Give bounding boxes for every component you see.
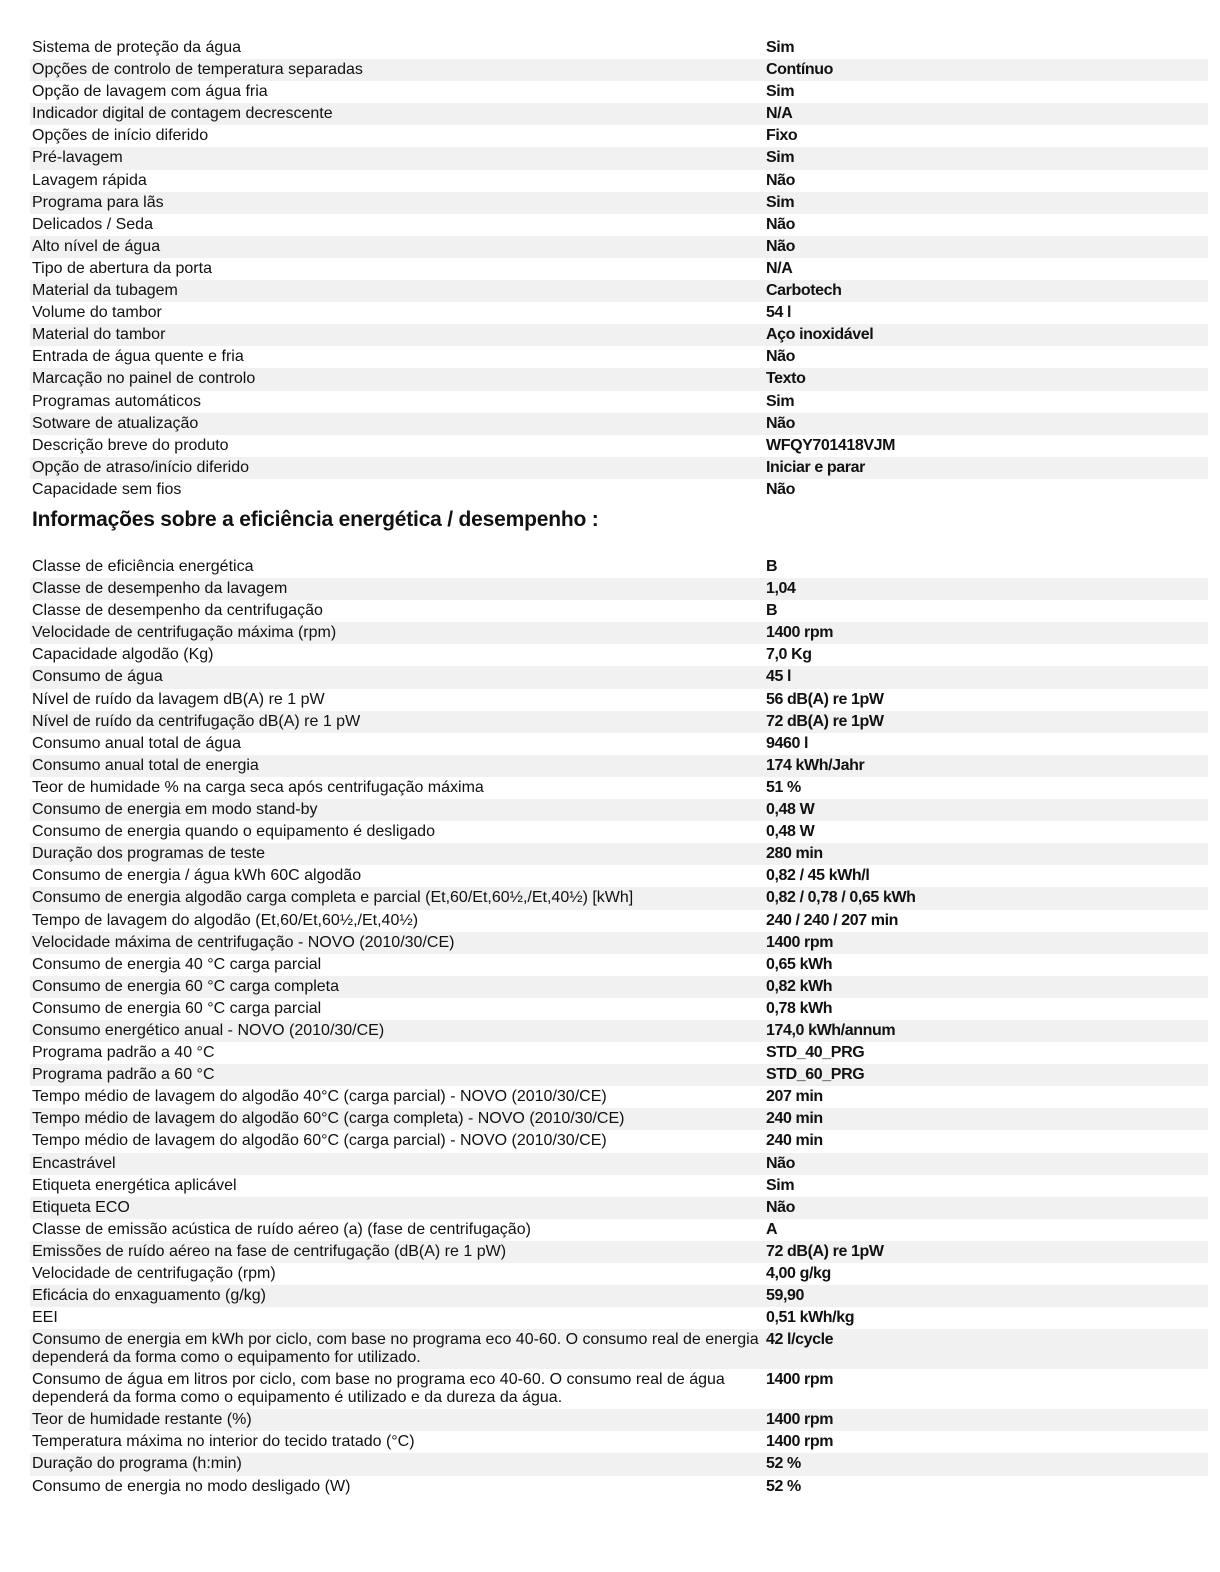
spec-value: Não (766, 1154, 796, 1172)
spec-value: 0,51 kWh/kg (766, 1309, 855, 1327)
spec-label: Velocidade de centrifugação (rpm) (32, 1265, 276, 1282)
spec-label: Consumo de energia quando o equipamento é desligado (32, 823, 435, 841)
spec-value: 1400 rpm (766, 933, 834, 951)
spec-value: WFQY701418VJM (766, 436, 896, 454)
spec-row (30, 457, 1208, 479)
spec-row (30, 1307, 1208, 1329)
spec-row (30, 755, 1208, 777)
spec-row (30, 103, 1208, 125)
spec-row (30, 1431, 1208, 1453)
spec-label: Velocidade máxima de centrifugação - NOVO (2010/30/CE) (32, 933, 455, 951)
spec-row (30, 821, 1208, 843)
spec-row (30, 733, 1208, 755)
spec-value: Iniciar e parar (766, 458, 865, 476)
spec-row (30, 1130, 1208, 1152)
spec-label: EEI (32, 1309, 58, 1327)
spec-label: Volume do tambor (32, 304, 162, 322)
spec-label: Material da tubagem (32, 282, 178, 300)
spec-row (30, 711, 1208, 733)
spec-label: Consumo de energia no modo desligado (W) (32, 1477, 351, 1495)
spec-row (30, 81, 1208, 103)
spec-label: Sistema de proteção da água (32, 39, 242, 56)
spec-row (30, 600, 1208, 622)
spec-row (30, 865, 1208, 887)
spec-row (30, 37, 1208, 59)
spec-label: Marcação no painel de controlo (32, 370, 256, 388)
spec-row (30, 324, 1208, 346)
spec-row (30, 368, 1208, 390)
spec-row (30, 1064, 1208, 1086)
spec-row (30, 954, 1208, 976)
spec-row (30, 777, 1208, 799)
spec-value: Sim (766, 149, 795, 167)
energy-specs-table (30, 556, 1208, 1498)
spec-label: Consumo de energia 40 °C carga parcial (32, 955, 322, 973)
energy-section-heading: Informações sobre a eficiência energética / desempenho : (32, 508, 599, 531)
spec-value: 0,82 / 45 kWh/l (766, 867, 870, 885)
spec-value: 59,90 (766, 1287, 805, 1305)
spec-label: Consumo anual total de energia (32, 756, 259, 774)
spec-row (30, 346, 1208, 368)
spec-row (30, 214, 1208, 236)
spec-row (30, 435, 1208, 457)
spec-value: 174,0 kWh/annum (766, 1021, 896, 1039)
spec-label: Programa padrão a 60 °C (32, 1066, 215, 1084)
spec-value: STD_60_PRG (766, 1066, 865, 1084)
spec-label: Programas automáticos (32, 392, 201, 410)
spec-label: Emissões de ruído aéreo na fase de centrifugação (dB(A) re 1 pW) (32, 1242, 507, 1260)
spec-row (30, 280, 1208, 302)
spec-row (30, 622, 1208, 644)
spec-label: Duração do programa (h:min) (32, 1455, 242, 1473)
spec-value: N/A (766, 259, 793, 277)
spec-label: Consumo de energia / água kWh 60C algodão (32, 867, 362, 885)
spec-value: N/A (766, 105, 793, 123)
spec-value: 0,82 kWh (766, 977, 833, 995)
spec-label: Alto nível de água (32, 237, 161, 255)
spec-row (30, 170, 1208, 192)
spec-label: Classe de eficiência energética (32, 558, 254, 575)
spec-label: Opções de controlo de temperatura separadas (32, 61, 363, 79)
spec-row (30, 666, 1208, 688)
spec-value: Sim (766, 83, 795, 101)
spec-label: Consumo anual total de água (32, 734, 242, 752)
spec-value: Sim (766, 193, 795, 211)
spec-row (30, 1453, 1208, 1475)
spec-label: Etiqueta energética aplicável (32, 1176, 237, 1194)
spec-value: A (766, 1220, 778, 1238)
spec-value: 1400 rpm (766, 624, 834, 642)
spec-label: Lavagem rápida (32, 171, 147, 189)
spec-label: Consumo de energia algodão carga completa e parcial (Et,60/Et,60½,/Et,40½) [kWh] (32, 889, 634, 907)
spec-label: Temperatura máxima no interior do tecido tratado (°C) (32, 1433, 415, 1451)
spec-value: Fixo (766, 127, 798, 145)
spec-value: 4,00 g/kg (766, 1265, 831, 1282)
spec-row (30, 1175, 1208, 1197)
spec-value: 72 dB(A) re 1pW (766, 1242, 884, 1260)
spec-label: Tempo médio de lavagem do algodão 40°C (carga parcial) - NOVO (2010/30/CE) (32, 1088, 607, 1106)
spec-value: 72 dB(A) re 1pW (766, 712, 884, 730)
spec-row (30, 1197, 1208, 1219)
spec-label: Tempo médio de lavagem do algodão 60°C (carga completa) - NOVO (2010/30/CE) (32, 1110, 625, 1128)
spec-row (30, 843, 1208, 865)
spec-row (30, 644, 1208, 666)
spec-label: Opção de atraso/início diferido (32, 458, 250, 476)
spec-value: 1400 rpm (766, 1371, 834, 1389)
general-specs-table (30, 37, 1208, 501)
spec-value: Não (766, 171, 796, 189)
spec-label: Consumo de energia em modo stand-by (32, 801, 318, 819)
spec-label: Opção de lavagem com água fria (32, 83, 268, 101)
spec-label: Capacidade algodão (Kg) (32, 646, 214, 664)
spec-row (30, 125, 1208, 147)
spec-row (30, 1329, 1208, 1369)
spec-value: 207 min (766, 1088, 823, 1106)
spec-label: Descrição breve do produto (32, 436, 229, 454)
spec-value: 42 l/cycle (766, 1331, 834, 1349)
spec-label: Teor de humidade restante (%) (32, 1411, 252, 1429)
spec-value: Não (766, 237, 796, 255)
spec-value: Sim (766, 392, 795, 410)
spec-row (30, 1042, 1208, 1064)
spec-row (30, 192, 1208, 214)
spec-label: Entrada de água quente e fria (32, 348, 244, 366)
spec-value: 1400 rpm (766, 1411, 834, 1429)
spec-value: 240 min (766, 1110, 823, 1128)
spec-value: 1,04 (766, 580, 796, 598)
spec-row (30, 147, 1208, 169)
spec-value: 174 kWh/Jahr (766, 756, 865, 774)
spec-label: Opções de início diferido (32, 127, 209, 145)
spec-value: Aço inoxidável (766, 326, 874, 344)
spec-value: 56 dB(A) re 1pW (766, 690, 884, 708)
spec-row (30, 1108, 1208, 1130)
spec-label: Tempo de lavagem do algodão (Et,60/Et,60½,/Et,40½) (32, 911, 419, 929)
spec-label: Eficácia do enxaguamento (g/kg) (32, 1287, 266, 1305)
spec-value: Não (766, 1198, 796, 1216)
spec-label: Nível de ruído da lavagem dB(A) re 1 pW (32, 690, 325, 708)
spec-value: 52 % (766, 1477, 801, 1495)
spec-row (30, 1409, 1208, 1431)
spec-value: B (766, 558, 778, 575)
spec-row (30, 391, 1208, 413)
spec-row (30, 887, 1208, 909)
spec-value: 280 min (766, 845, 823, 863)
spec-value: 0,48 W (766, 801, 815, 819)
spec-label: Consumo de água (32, 668, 163, 686)
spec-label: Pré-lavagem (32, 149, 123, 167)
spec-value: 45 l (766, 668, 792, 686)
spec-value: 1400 rpm (766, 1433, 834, 1451)
spec-value: Sim (766, 1176, 795, 1194)
spec-label: Consumo de energia em kWh por ciclo, com base no programa eco 40-60. O consumo real de energia dependerá da forma como o equipamento for utilizado. (32, 1331, 759, 1367)
spec-value: Contínuo (766, 61, 833, 79)
spec-label: Classe de desempenho da centrifugação (32, 602, 323, 620)
spec-value: 0,65 kWh (766, 955, 833, 973)
spec-value: 0,78 kWh (766, 999, 833, 1017)
spec-row (30, 1241, 1208, 1263)
spec-label: Consumo de água em litros por ciclo, com base no programa eco 40-60. O consumo real de água dependerá da forma como o equipamento é utilizado e da dureza da água. (32, 1371, 725, 1407)
spec-value: Texto (766, 370, 806, 388)
spec-row (30, 976, 1208, 998)
spec-value: 9460 l (766, 734, 809, 752)
spec-value: STD_40_PRG (766, 1044, 865, 1062)
spec-row (30, 1263, 1208, 1285)
spec-row (30, 59, 1208, 81)
spec-label: Consumo de energia 60 °C carga completa (32, 977, 340, 995)
spec-label: Encastrável (32, 1154, 116, 1172)
spec-row (30, 1369, 1208, 1409)
spec-value: 54 l (766, 304, 792, 322)
spec-label: Etiqueta ECO (32, 1198, 130, 1216)
spec-row (30, 1020, 1208, 1042)
spec-row (30, 302, 1208, 324)
spec-label: Delicados / Seda (32, 215, 153, 233)
spec-value: 240 / 240 / 207 min (766, 911, 899, 929)
spec-label: Programa para lãs (32, 193, 164, 211)
spec-row (30, 1086, 1208, 1108)
spec-row (30, 413, 1208, 435)
spec-row (30, 1153, 1208, 1175)
spec-row (30, 1285, 1208, 1307)
spec-value: 7,0 Kg (766, 646, 812, 664)
spec-row (30, 578, 1208, 600)
spec-row (30, 910, 1208, 932)
spec-value: 240 min (766, 1132, 823, 1150)
spec-row (30, 1219, 1208, 1241)
spec-value: 0,82 / 0,78 / 0,65 kWh (766, 889, 916, 907)
spec-row (30, 1476, 1208, 1498)
spec-label: Tipo de abertura da porta (32, 259, 212, 277)
spec-value: Não (766, 348, 796, 366)
spec-row (30, 236, 1208, 258)
spec-row (30, 799, 1208, 821)
spec-row (30, 932, 1208, 954)
spec-label: Indicador digital de contagem decrescente (32, 105, 333, 123)
spec-value: B (766, 602, 778, 620)
spec-label: Nível de ruído da centrifugação dB(A) re 1 pW (32, 712, 361, 730)
spec-label: Tempo médio de lavagem do algodão 60°C (carga parcial) - NOVO (2010/30/CE) (32, 1132, 607, 1150)
spec-label: Sotware de atualização (32, 414, 199, 432)
spec-value: Não (766, 480, 796, 498)
spec-row (30, 556, 1208, 578)
spec-value: 51 % (766, 778, 801, 796)
spec-label: Classe de desempenho da lavagem (32, 580, 288, 598)
spec-label: Capacidade sem fios (32, 480, 182, 498)
spec-value: Sim (766, 39, 795, 56)
spec-label: Teor de humidade % na carga seca após centrifugação máxima (32, 778, 484, 796)
spec-label: Material do tambor (32, 326, 166, 344)
spec-value: Não (766, 215, 796, 233)
spec-label: Duração dos programas de teste (32, 845, 266, 863)
spec-row (30, 998, 1208, 1020)
spec-value: 52 % (766, 1455, 801, 1473)
spec-row (30, 479, 1208, 501)
spec-label: Classe de emissão acústica de ruído aéreo (a) (fase de centrifugação) (32, 1220, 531, 1238)
spec-row (30, 689, 1208, 711)
spec-label: Consumo energético anual - NOVO (2010/30/CE) (32, 1021, 385, 1039)
spec-label: Velocidade de centrifugação máxima (rpm) (32, 624, 337, 642)
spec-row (30, 258, 1208, 280)
spec-value: Não (766, 414, 796, 432)
spec-label: Consumo de energia 60 °C carga parcial (32, 999, 322, 1017)
spec-value: Carbotech (766, 282, 842, 300)
spec-label: Programa padrão a 40 °C (32, 1044, 215, 1062)
spec-value: 0,48 W (766, 823, 815, 841)
